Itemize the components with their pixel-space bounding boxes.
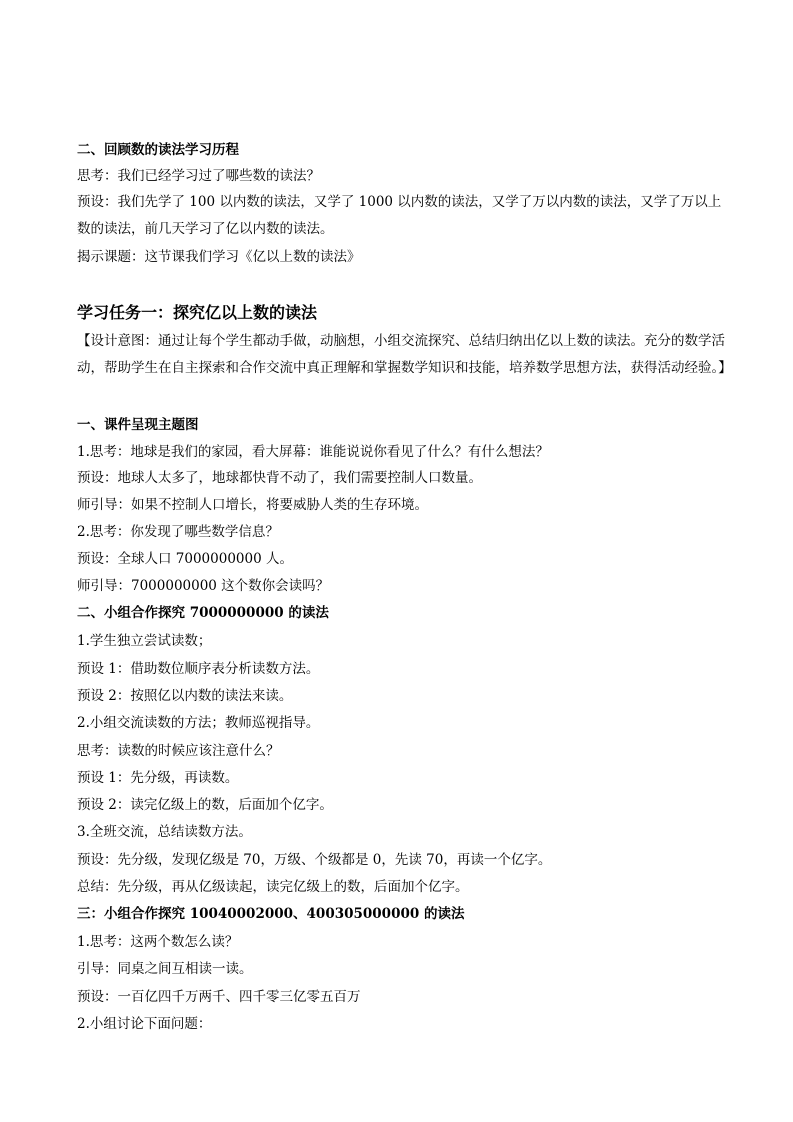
part-two-line: 预设 2：读完亿级上的数，后面加个亿字。 (77, 797, 333, 813)
part-two-line: 2.小组交流读数的方法；教师巡视指导。 (77, 715, 320, 731)
part-two-line: 1.学生独立尝试读数； (77, 633, 212, 649)
part-three-line: 引导：同桌之间互相读一读。 (77, 961, 253, 977)
part-one-line: 1.思考：地球是我们的家园，看大屏幕：谁能说说你看见了什么？有什么想法？ (77, 444, 549, 460)
part-two-line: 总结：先分级，再从亿级读起，读完亿级上的数，后面加个亿字。 (77, 879, 469, 895)
part-two-line: 预设 2：按照亿以内数的读法来读。 (77, 688, 293, 704)
part-one-line: 师引导：如果不控制人口增长，将要威胁人类的生存环境。 (77, 497, 428, 513)
part-three-line: 预设：一百亿四千万两千、四千零三亿零五百万 (77, 989, 361, 1005)
part-two-heading: 二、小组合作探究 7000000000 的读法 (77, 605, 329, 621)
design-intent: 【设计意图：通过让每个学生都动手做，动脑想，小组交流探究、总结归纳出亿以上数的读法。充分的数学活动，帮助学生在自主探索和合作交流中真正理解和掌握数学知识和技能，培养数学思想方法，获得活动经验。】 (77, 333, 732, 376)
part-three-line: 1.思考：这两个数怎么读？ (77, 934, 239, 950)
part-three-heading: 三：小组合作探究 10040002000、400305000000 的读法 (77, 906, 465, 922)
part-one-line: 2.思考：你发现了哪些数学信息？ (77, 524, 279, 540)
review-reveal: 揭示课题：这节课我们学习《亿以上数的读法》 (77, 249, 361, 265)
task-one-title: 学习任务一：探究亿以上数的读法 (77, 303, 318, 322)
part-one-line: 预设：地球人太多了，地球都快背不动了，我们需要控制人口数量。 (77, 470, 482, 486)
part-one-heading: 一、课件呈现主题图 (77, 417, 199, 433)
review-think: 思考：我们已经学习过了哪些数的读法？ (77, 168, 320, 184)
part-two-line: 3.全班交流，总结读数方法。 (77, 824, 252, 840)
part-two-line: 预设：先分级，发现亿级是 70，万级、个级都是 0，先读 70，再读一个亿字。 (77, 852, 552, 868)
part-two-line: 预设 1：先分级，再读数。 (77, 770, 239, 786)
part-two-line: 预设 1：借助数位顺序表分析读数方法。 (77, 661, 320, 677)
review-preset: 预设：我们先学了 100 以内数的读法，又学了 1000 以内数的读法，又学了万以内数的读法，又学了万以上数的读法，前几天学习了亿以内数的读法。 (77, 194, 722, 237)
part-one-line: 预设：全球人口 7000000000 人。 (77, 551, 293, 567)
part-one-line: 师引导：7000000000 这个数你会读吗？ (77, 578, 330, 594)
section-review-heading: 二、回顾数的读法学习历程 (77, 142, 239, 158)
part-three-line: 2.小组讨论下面问题： (77, 1016, 212, 1032)
part-two-line: 思考：读数的时候应该注意什么？ (77, 743, 280, 759)
